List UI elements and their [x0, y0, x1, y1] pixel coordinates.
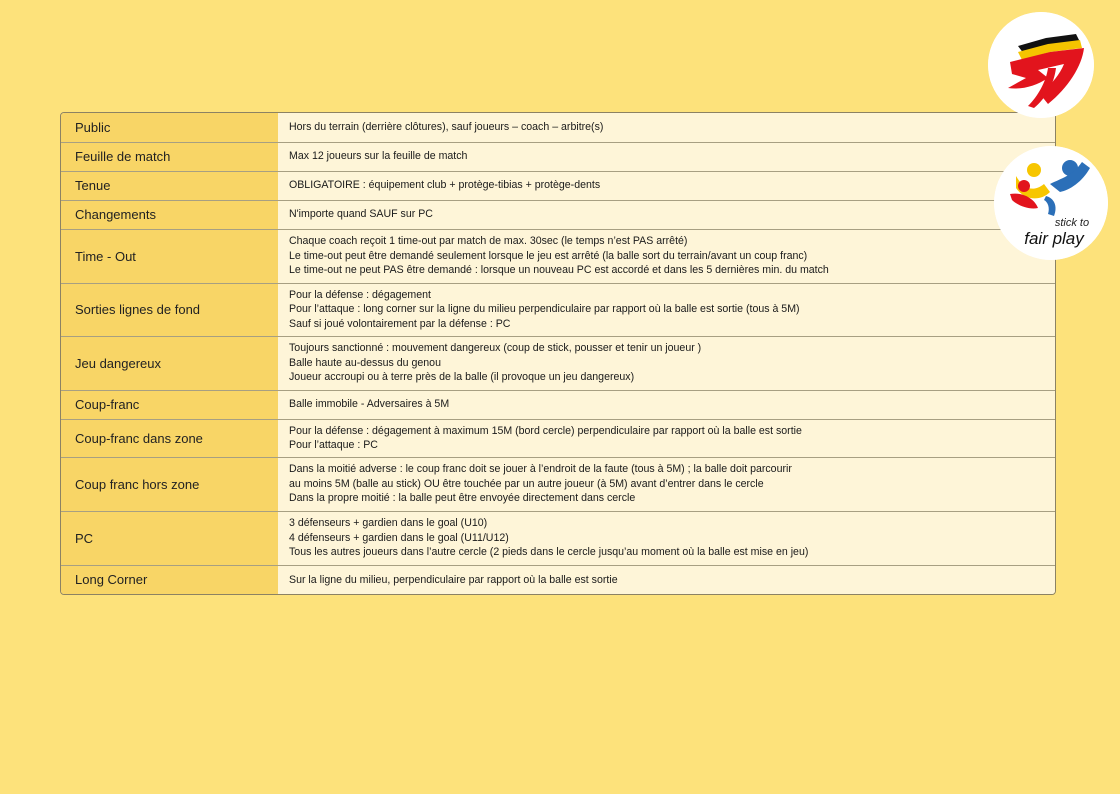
table-row	[61, 113, 1055, 142]
rule-value-line: Le time-out peut être demandé seulement lorsque le jeu est arrêté (la balle sort du terrain/avant un coup franc)	[289, 249, 808, 262]
rule-value	[278, 457, 1055, 511]
rule-label: Sorties lignes de fond	[61, 283, 278, 336]
rules-table	[60, 112, 1056, 595]
rule-value	[278, 419, 1055, 457]
table-row	[61, 457, 1055, 511]
rule-label: Public	[61, 113, 278, 142]
hockey-logo-graphic	[988, 12, 1094, 118]
table-row	[61, 419, 1055, 457]
table-row	[61, 200, 1055, 229]
fairplay-logo-icon	[994, 146, 1108, 260]
rule-value	[278, 142, 1055, 171]
rule-value-line: Balle haute au-dessus du genou	[289, 356, 441, 369]
rules-body	[61, 113, 1055, 594]
rule-value	[278, 171, 1055, 200]
rule-value	[278, 390, 1055, 419]
svg-text:fair play: fair play	[1024, 229, 1084, 248]
rule-label: Long Corner	[61, 565, 278, 594]
table-row	[61, 229, 1055, 283]
rule-value-line: Hors du terrain (derrière clôtures), sauf joueurs – coach – arbitre(s)	[289, 121, 604, 133]
fairplay-logo-graphic	[994, 146, 1108, 260]
rule-value	[278, 565, 1055, 594]
rule-value-line: Chaque coach reçoit 1 time-out par match de max. 30sec (le temps n’est PAS arrêté)	[289, 235, 688, 248]
rule-value-line: Pour la défense : dégagement à maximum 15M (bord cercle) perpendiculaire par rapport où la balle est sortie	[289, 424, 802, 437]
rule-value-line: Dans la propre moitié : la balle peut être envoyée directement dans cercle	[289, 492, 636, 505]
rule-value-line: Le time-out ne peut PAS être demandé : lorsque un nouveau PC est accordé et dans les 5 dernières min. du match	[289, 264, 829, 277]
rule-label: Coup franc hors zone	[61, 457, 278, 511]
rule-value-line: Balle immobile - Adversaires à 5M	[289, 398, 450, 411]
rule-value-line: 4 défenseurs + gardien dans le goal (U11/U12)	[289, 531, 509, 544]
rule-value-line: Pour la défense : dégagement	[289, 288, 431, 301]
table-row	[61, 390, 1055, 419]
rule-value-line: Max 12 joueurs sur la feuille de match	[289, 150, 468, 163]
rule-value	[278, 511, 1055, 565]
table-row	[61, 336, 1055, 390]
table-row	[61, 171, 1055, 200]
rule-value	[278, 229, 1055, 283]
rule-value	[278, 283, 1055, 336]
rule-value-line: Sur la ligne du milieu, perpendiculaire par rapport où la balle est sortie	[289, 573, 618, 586]
rule-value-line: Pour l’attaque : PC	[289, 439, 378, 451]
rule-value	[278, 113, 1055, 142]
rule-value-line: 3 défenseurs + gardien dans le goal (U10)	[289, 517, 488, 530]
rule-value	[278, 200, 1055, 229]
rule-label: Tenue	[61, 171, 278, 200]
table-row	[61, 511, 1055, 565]
rule-label: Coup-franc dans zone	[61, 419, 278, 457]
rule-value	[278, 336, 1055, 390]
rule-value-line: Tous les autres joueurs dans l’autre cercle (2 pieds dans le cercle jusqu’au moment où la balle est mise en jeu)	[289, 546, 809, 559]
rule-value-line: Sauf si joué volontairement par la défense : PC	[289, 317, 511, 330]
rule-value-line: Pour l’attaque : long corner sur la ligne du milieu perpendiculaire par rapport où la balle est sortie (tous à 5M)	[289, 303, 800, 316]
rule-value-line: Joueur accroupi ou à terre près de la balle (il provoque un jeu dangereux)	[289, 371, 635, 384]
hockey-logo-icon	[988, 12, 1094, 118]
svg-text:stick to: stick to	[1054, 217, 1090, 229]
table-row	[61, 142, 1055, 171]
rule-label: Time - Out	[61, 229, 278, 283]
rule-value-line: N'importe quand SAUF sur PC	[289, 208, 433, 221]
rule-label: Changements	[61, 200, 278, 229]
rule-value-line: OBLIGATOIRE : équipement club + protège-tibias + protège-dents	[289, 179, 601, 192]
rule-label: Feuille de match	[61, 142, 278, 171]
rule-value-line: Dans la moitié adverse : le coup franc doit se jouer à l’endroit de la faute (tous à 5M) ; la balle doit parcourir	[289, 463, 792, 476]
rule-label: Jeu dangereux	[61, 336, 278, 390]
rule-value-line: Toujours sanctionné : mouvement dangereux (coup de stick, pousser et tenir un joueur )	[289, 342, 702, 355]
rule-label: Coup-franc	[61, 390, 278, 419]
rule-label: PC	[61, 511, 278, 565]
rules-grid	[61, 113, 1055, 594]
table-row	[61, 565, 1055, 594]
table-row	[61, 283, 1055, 336]
rule-value-line: au moins 5M (balle au stick) OU être touchée par un autre joueur (à 5M) avant d’entrer dans le cercle	[289, 477, 764, 490]
